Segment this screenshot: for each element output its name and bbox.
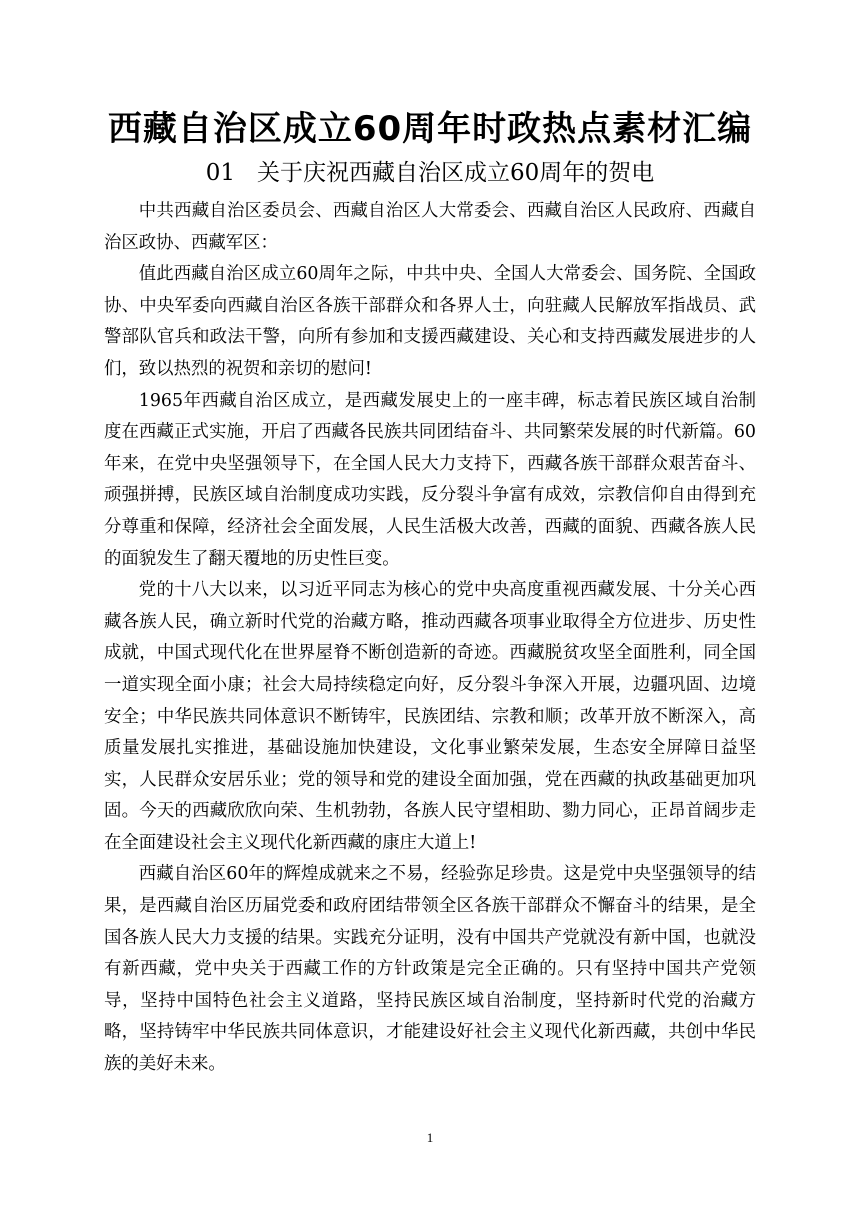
paragraph-new-era: 党的十八大以来，以习近平同志为核心的党中央高度重视西藏发展、十分关心西藏各族人民，确立新时代党的治藏方略，推动西藏各项事业取得全方位进步、历史性成就，中国式现代化在世界屋脊不断创造新的奇迹。西藏脱贫攻坚全面胜利，同全国一道实现全面小康；社会大局持续稳定向好，反分裂斗争深入开展，边疆巩固、边境安全；中华民族共同体意识不断铸牢，民族团结、宗教和顺；改革开放不断深入，高质量发展扎实推进，基础设施加快建设，文化事业繁荣发展，生态安全屏障日益坚实，人民群众安居乐业；党的领导和党的建设全面加强，党在西藏的执政基础更加巩固。今天的西藏欣欣向荣、生机勃勃，各族人民守望相助、勠力同心，正昂首阔步走在全面建设社会主义现代化新西藏的康庄大道上! bbox=[104, 580, 756, 853]
page-number: 1 bbox=[426, 1130, 434, 1145]
document-title: 西藏自治区成立60周年时政热点素材汇编 bbox=[107, 108, 753, 149]
paragraph-greeting: 值此西藏自治区成立60周年之际，中共中央、全国人大常委会、国务院、全国政协、中央军委向西藏自治区各族干部群众和各界人士，向驻藏人民解放军指战员、武警部队官兵和政法干警，向所有参加和支援西藏建设、关心和支持西藏发展进步的人们，致以热烈的祝贺和亲切的慰问! bbox=[104, 264, 756, 379]
paragraph-history: 1965年西藏自治区成立，是西藏发展史上的一座丰碑，标志着民族区域自治制度在西藏正式实施，开启了西藏各民族共同团结奋斗、共同繁荣发展的时代新篇。60年来，在党中央坚强领导下，在全国人民大力支持下，西藏各族干部群众艰苦奋斗、顽强拼搏，民族区域自治制度成功实践，反分裂斗争富有成效，宗教信仰自由得到充分尊重和保障，经济社会全面发展，人民生活极大改善，西藏的面貌、西藏各族人民的面貌发生了翻天覆地的历史性巨变。 bbox=[104, 390, 756, 569]
section-heading bbox=[100, 156, 760, 190]
paragraph-salutation: 中共西藏自治区委员会、西藏自治区人大常委会、西藏自治区人民政府、西藏自治区政协、西藏军区： bbox=[104, 201, 756, 253]
section-number: 01 bbox=[205, 160, 235, 186]
paragraph-achievements: 西藏自治区60年的辉煌成就来之不易，经验弥足珍贵。这是党中央坚强领导的结果，是西藏自治区历届党委和政府团结带领全区各族干部群众不懈奋斗的结果，是全国各族人民大力支援的结果。实践充分证明，没有中国共产党就没有新中国，也就没有新西藏，党中央关于西藏工作的方针政策是完全正确的。只有坚持中国共产党领导，坚持中国特色社会主义道路，坚持民族区域自治制度，坚持新时代党的治藏方略，坚持铸牢中华民族共同体意识，才能建设好社会主义现代化新西藏，共创中华民族的美好未来。 bbox=[104, 864, 756, 1075]
section-heading-text: 关于庆祝西藏自治区成立60周年的贺电 bbox=[257, 160, 655, 186]
body-text bbox=[104, 196, 756, 1081]
